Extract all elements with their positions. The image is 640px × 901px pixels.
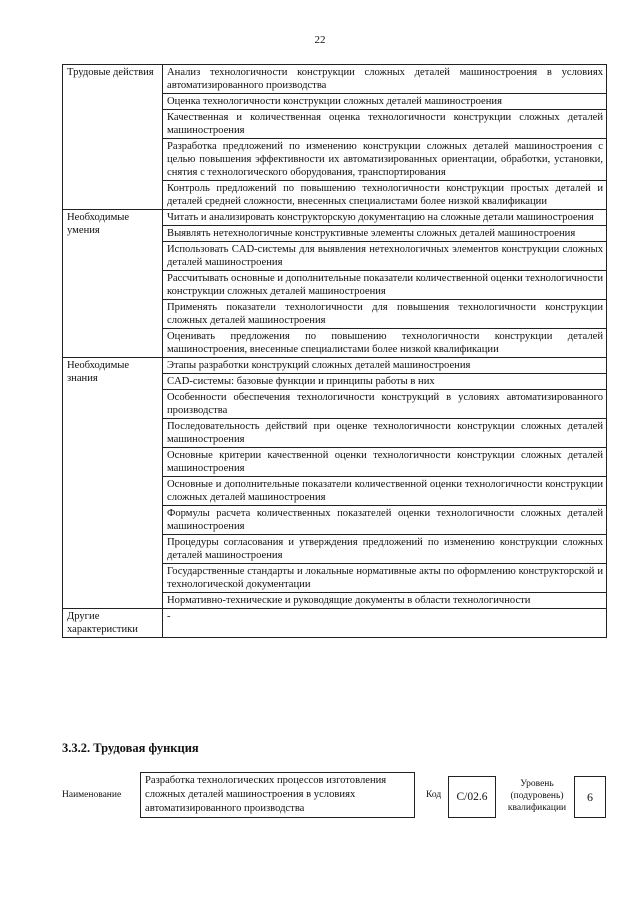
qualification-level-value: 6 [574,776,606,818]
group-item: Оценивать предложения по повышению технологичности конструкции деталей машиностроения, внесенные специалистами более низкой квалификации [163,329,607,358]
group-item: - [163,609,607,638]
group-item: Государственные стандарты и локальные нормативные акты по оформлению конструкторской и технологической документации [163,564,607,593]
code-label: Код [426,790,442,800]
qualification-level-label: Уровень (подуровень) квалификации [507,779,567,813]
group-item: Анализ технологичности конструкции сложных деталей машиностроения в условиях автоматизированного производства [163,65,607,94]
group-label: Необходимые знания [63,358,163,609]
group-item: Выявлять нетехнологичные конструктивные элементы сложных деталей машиностроения [163,226,607,242]
group-item: Использовать CAD-системы для выявления нетехнологичных элементов конструкции сложных деталей машиностроения [163,242,607,271]
table-body [63,65,607,638]
group-item: Особенности обеспечения технологичности конструкций в условиях автоматизированного производства [163,390,607,419]
function-name-value: Разработка технологических процессов изготовления сложных деталей машиностроения в условиях автоматизированного производства [140,772,415,818]
group-item: Последовательность действий при оценке технологичности конструкции сложных деталей машиностроения [163,419,607,448]
name-label: Наименование [62,790,122,800]
function-code-value: C/02.6 [448,776,496,818]
group-item: Читать и анализировать конструкторскую документацию на сложные детали машиностроения [163,210,607,226]
group-item: Разработка предложений по изменению конструкции сложных деталей машиностроения с целью повышения эффективности их автоматизированных ориентации, обработки, установки, снятия с технологического оборудования, транспортирования [163,139,607,181]
group-item: Основные критерии качественной оценки технологичности конструкции сложных деталей машиностроения [163,448,607,477]
group-item: Основные и дополнительные показатели количественной оценки технологичности конструкции сложных деталей машиностроения [163,477,607,506]
labor-function-header [62,772,607,822]
group-item: Этапы разработки конструкций сложных деталей машиностроения [163,358,607,374]
group-label: Трудовые действия [63,65,163,210]
group-item: CAD-системы: базовые функции и принципы работы в них [163,374,607,390]
labor-function-table [62,64,607,638]
table-row [63,65,607,94]
group-item: Процедуры согласования и утверждения предложений по изменению конструкции сложных деталей машиностроения [163,535,607,564]
group-label: Другие характеристики [63,609,163,638]
group-item: Качественная и количественная оценка технологичности конструкции сложных деталей машиностроения [163,110,607,139]
group-item: Оценка технологичности конструкции сложных деталей машиностроения [163,94,607,110]
group-item: Контроль предложений по повышению технологичности конструкции простых деталей и деталей средней сложности, внесенных специалистами более низкой квалификации [163,181,607,210]
group-item: Рассчитывать основные и дополнительные показатели количественной оценки технологичности конструкции сложных деталей машиностроения [163,271,607,300]
table-row [63,609,607,638]
group-item: Нормативно-технические и руководящие документы в области технологичности [163,593,607,609]
group-item: Формулы расчета количественных показателей оценки технологичности сложных деталей машиностроения [163,506,607,535]
table-row [63,210,607,226]
group-label: Необходимые умения [63,210,163,358]
section-title: 3.3.2. Трудовая функция [62,741,199,755]
group-item: Применять показатели технологичности для повышения технологичности конструкции сложных деталей машиностроения [163,300,607,329]
table-row [63,358,607,374]
page-number: 22 [314,34,326,46]
